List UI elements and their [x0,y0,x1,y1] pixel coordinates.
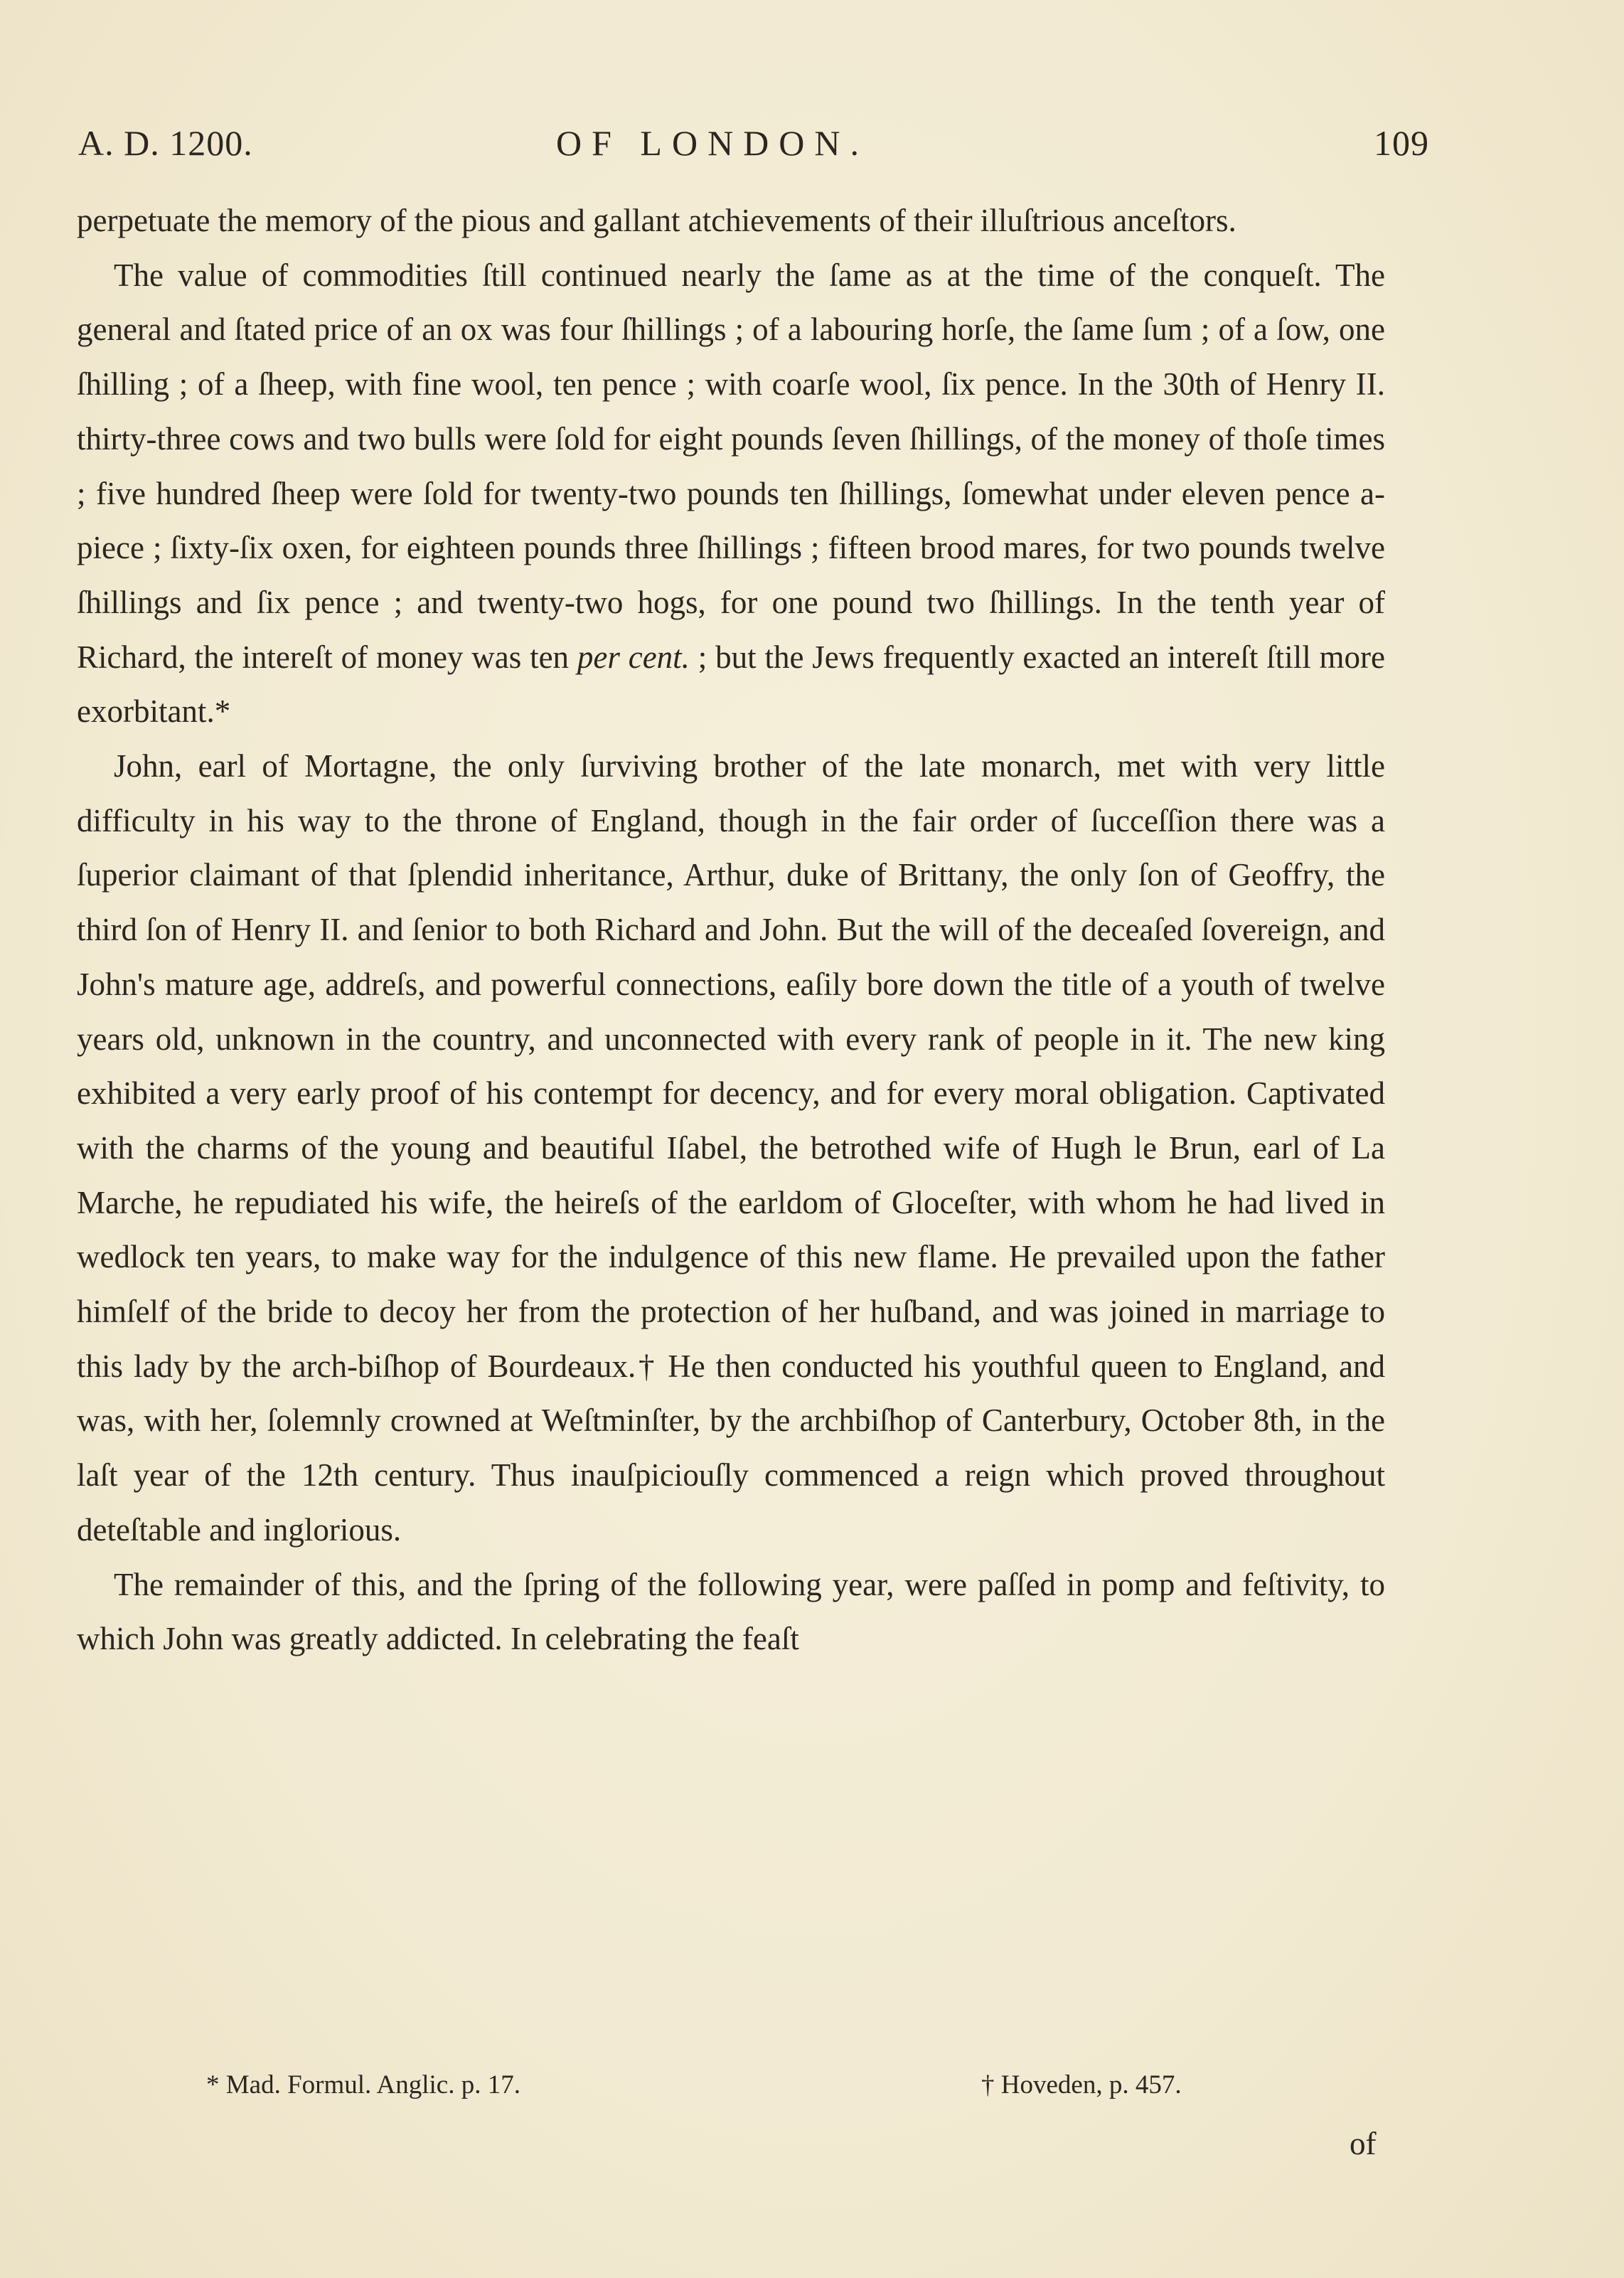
paragraph-2-tail: ; but the Jews frequently exacted an intereſt ſtill more exorbitant.* [77,639,1385,730]
paragraph-4: The remainder of this, and the ſpring of the following year, were paſſed in pomp and feſtivity, to which John was greatly addicted. In celebrating the feaſt [77,1566,1385,1657]
body-text [77,193,1385,1666]
paragraph-3: John, earl of Mortagne, the only ſurviving brother of the late monarch, met with very little difficulty in his way to the throne of England, though in the fair order of ſucceſſion there was a ſuperior claimant of that ſplendid inheritance, Arthur, duke of Brittany, the only ſon of Geoffry, the third ſon of Henry II. and ſenior to both Richard and John. But the will of the deceaſed ſovereign, and John's mature age, addreſs, and powerful connections, eaſily bore down the title of a youth of twelve years old, unknown in the country, and unconnected with every rank of people in it. The new king exhibited a very early proof of his contempt for decency, and for every moral obligation. Captivated with the charms of the young and beautiful Iſabel, the betrothed wife of Hugh le Brun, earl of La Marche, he repudiated his wife, the heireſs of the earldom of Gloceſter, with whom he had lived in wedlock ten years, to make way for the indulgence of this new flame. He prevailed upon the father himſelf of the bride to decoy her from the protection of her huſband, and was joined in marriage to this lady by the arch-biſhop of Bourdeaux.† He then conducted his youthful queen to England, and was, with her, ſolemnly crowned at Weſtminſter, by the archbiſhop of Canterbury, October 8th, in the laſt year of the 12th century. Thus inauſpiciouſly commenced a reign which proved throughout deteſtable and inglorious. [77,748,1385,1548]
footnote-2: † Hoveden, p. 457. [981,2070,1182,2099]
header-date: A. D. 1200. [78,123,253,163]
catchword: of [1350,2126,1377,2161]
header-title: OF LONDON. [556,123,869,163]
paragraph-1: perpetuate the memory of the pious and gallant atchievements of their illuſtrious anceſtors. [77,203,1236,238]
footnote-1: * Mad. Formul. Anglic. p. 17. [206,2070,520,2099]
paragraph-2 [77,248,1385,739]
running-head [78,122,1429,172]
paragraph-2-italic: per cent. [577,639,690,675]
paragraph-2-text: The value of commodities ſtill continued nearly the ſame as at the time of the conqueſt. The general and ſtated price of an ox was four ſhillings ; of a labouring horſe, the ſame ſum ; of a ſow, one ſhilling ; of a ſheep, with fine wool, ten pence ; with coarſe wool, ſix pence. In the 30th of Henry II. thirty-three cows and two bulls were ſold for eight pounds ſeven ſhillings, of the money of thoſe times ; five hundred ſheep were ſold for twenty-two pounds ten ſhillings, ſomewhat under eleven pence a-piece ; ſixty-ſix oxen, for eighteen pounds three ſhillings ; fifteen brood mares, for two pounds twelve ſhillings and ſix pence ; and twenty-two hogs, for one pound two ſhillings. In the tenth year of Richard, the intereſt of money was ten [77,257,1385,675]
page-number: 109 [1374,123,1429,163]
